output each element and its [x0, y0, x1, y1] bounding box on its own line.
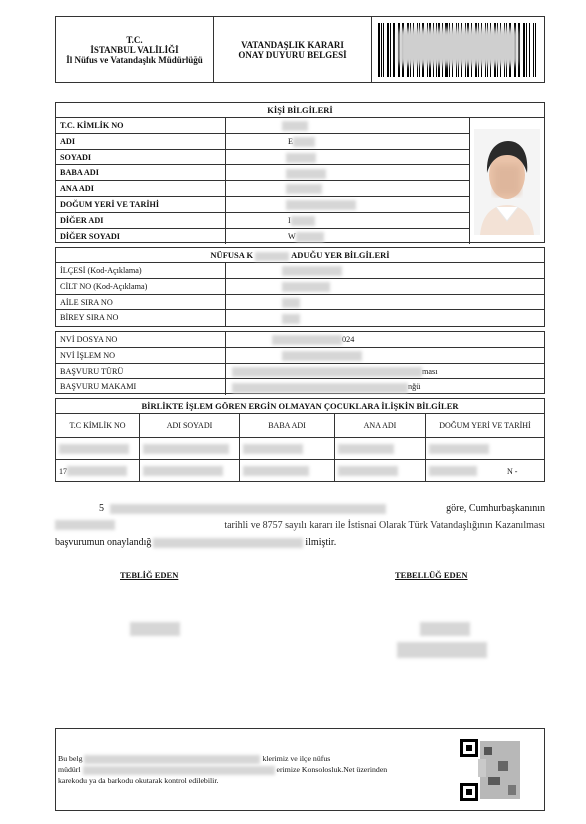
field-label: BAŞVURU TÜRÜ — [56, 364, 226, 379]
children-header-row — [56, 414, 544, 438]
field-label: BAŞVURU MAKAMI — [56, 379, 226, 395]
issuer-line2: İSTANBUL VALİLİĞİ — [90, 44, 179, 55]
paragraph-part2: tarihli ve 8757 sayılı kararı ile İstisnai Olarak Türk Vatandaşlığının Kazanılması — [224, 520, 545, 531]
table-row — [56, 438, 544, 460]
recipient-signature-redacted — [397, 642, 487, 658]
paragraph-part3: başvurumun onaylandığ — [55, 537, 152, 548]
field-value — [226, 279, 544, 294]
table-cell — [140, 460, 240, 482]
issuer-line3: İl Nüfus ve Vatandaşlık Müdürlüğü — [66, 54, 203, 65]
personal-info-rows — [56, 118, 470, 244]
barcode-stripe — [535, 23, 536, 77]
paragraph-part4: ilmiştir. — [305, 537, 337, 548]
paragraph-part1: göre, Cumhurbaşkanının — [446, 503, 545, 514]
statement-paragraph — [55, 500, 545, 551]
paragraph-line — [55, 500, 545, 517]
field-value — [226, 332, 544, 347]
barcode-stripe — [378, 23, 380, 77]
verification-footer — [55, 728, 545, 811]
table-row — [56, 181, 469, 197]
field-value — [226, 181, 469, 196]
recipient-name-redacted — [420, 622, 470, 636]
children-title: BİRLİKTE İŞLEM GÖREN ERGİN OLMAYAN ÇOCUKLARA İLİŞKİN BİLGİLER — [56, 399, 544, 414]
document-header — [55, 16, 545, 83]
table-row — [56, 295, 544, 311]
table-cell — [140, 438, 240, 459]
value-fragment: nğü — [408, 382, 421, 392]
field-value — [226, 263, 544, 278]
barcode-block — [372, 17, 544, 82]
field-value — [226, 118, 469, 133]
notifier-name-redacted — [130, 622, 180, 636]
value-fragment: 024 — [342, 335, 355, 344]
table-cell — [335, 460, 426, 482]
table-row — [56, 379, 544, 395]
table-row — [56, 213, 469, 229]
value-fragment: W — [288, 231, 296, 241]
table-cell — [56, 460, 140, 482]
footer-line2-start: müdürl — [58, 765, 81, 774]
verification-text — [58, 753, 428, 786]
value-fragment: I — [288, 215, 291, 225]
table-row — [56, 332, 544, 348]
barcode-stripe — [387, 23, 389, 77]
field-label: SOYADI — [56, 150, 226, 165]
table-row — [56, 118, 469, 134]
recipient-label: TEBELLÜĞ EDEN — [395, 570, 468, 580]
table-row — [56, 460, 544, 482]
document-title-block — [214, 17, 372, 82]
field-value — [226, 379, 544, 395]
footer-line1-end: klerimiz ve ilçe nüfus — [262, 754, 331, 763]
field-value — [226, 134, 469, 149]
barcode-stripe — [383, 23, 384, 77]
paragraph-line — [55, 517, 545, 534]
paragraph-line — [55, 534, 545, 551]
issuer-block — [56, 17, 214, 82]
footer-line — [58, 764, 428, 775]
footer-line1-start: Bu belg — [58, 754, 83, 763]
table-row — [56, 310, 544, 326]
registry-title — [56, 248, 544, 263]
barcode-stripe — [529, 23, 530, 77]
field-value — [226, 213, 469, 228]
footer-line3: karekodu ya da barkodu okutarak kontrol edilebilir. — [58, 776, 219, 785]
field-value — [226, 348, 544, 363]
field-label: T.C. KİMLİK NO — [56, 118, 226, 133]
field-label: CİLT NO (Kod-Açıklama) — [56, 279, 226, 294]
footer-line2-end: erimize Konsolosluk.Net üzerinden — [276, 765, 388, 774]
barcode-stripe — [526, 23, 527, 77]
registry-section — [55, 247, 545, 327]
field-label: ADI — [56, 134, 226, 149]
field-value — [226, 295, 544, 310]
qr-code-image — [458, 737, 526, 803]
table-row — [56, 197, 469, 213]
personal-info-title: KİŞİ BİLGİLERİ — [56, 103, 544, 118]
field-label: BİREY SIRA NO — [56, 310, 226, 326]
field-value — [226, 364, 544, 379]
field-label: DİĞER ADI — [56, 213, 226, 228]
table-cell — [335, 438, 426, 459]
children-section — [55, 398, 545, 482]
field-label: İLÇESİ (Kod-Açıklama) — [56, 263, 226, 278]
column-header: ADI SOYADI — [140, 414, 240, 437]
column-header: ANA ADI — [335, 414, 426, 437]
paragraph-lead: 5 — [99, 503, 104, 514]
table-row — [56, 279, 544, 295]
field-label: AİLE SIRA NO — [56, 295, 226, 310]
barcode-stripe — [381, 23, 382, 77]
barcode-stripe — [533, 23, 535, 77]
table-cell — [240, 460, 335, 482]
field-label: DOĞUM YERİ VE TARİHİ — [56, 197, 226, 212]
personal-info-section — [55, 102, 545, 243]
cell-fragment: 17 — [59, 466, 67, 476]
issuer-line1: T.C. — [126, 34, 143, 45]
table-cell — [56, 438, 140, 459]
column-header: BABA ADI — [240, 414, 335, 437]
table-cell — [426, 460, 544, 482]
table-row — [56, 364, 544, 380]
notifier-label: TEBLİĞ EDEN — [120, 570, 179, 580]
column-header: DOĞUM YERİ VE TARİHİ — [439, 420, 531, 430]
field-label: NVİ DOSYA NO — [56, 332, 226, 347]
qr-code — [458, 737, 526, 803]
table-cell — [240, 438, 335, 459]
registry-title-left: NÜFUSA K — [210, 250, 254, 260]
field-value — [226, 197, 469, 212]
column-header: T.C KİMLİK NO — [56, 414, 140, 437]
table-cell — [426, 438, 544, 459]
field-label: DİĞER SOYADI — [56, 229, 226, 245]
registry-title-right: ADUĞU YER BİLGİLERİ — [291, 250, 390, 260]
field-value — [226, 229, 469, 245]
field-label: ANA ADI — [56, 181, 226, 196]
barcode-stripe — [393, 23, 395, 77]
document-title-line1: VATANDAŞLIK KARARI — [241, 39, 344, 50]
value-fragment: E — [288, 136, 294, 146]
table-row — [56, 229, 469, 245]
table-row — [56, 150, 469, 166]
field-label: BABA ADI — [56, 165, 226, 180]
field-value — [226, 150, 469, 165]
table-row — [56, 263, 544, 279]
barcode-stripe — [390, 23, 391, 77]
barcode-stripe — [523, 23, 525, 77]
footer-line — [58, 753, 428, 764]
table-row — [56, 348, 544, 364]
person-photo-image — [474, 129, 540, 235]
table-row — [56, 134, 469, 150]
value-fragment: ması — [422, 366, 438, 376]
field-value — [226, 165, 469, 180]
barcode-redaction — [398, 29, 518, 65]
cell-fragment: N - — [507, 466, 518, 476]
barcode-stripe — [518, 23, 520, 77]
table-row — [56, 165, 469, 181]
person-photo — [469, 118, 544, 245]
document-title-line2: ONAY DUYURU BELGESİ — [238, 49, 347, 60]
application-section — [55, 331, 545, 394]
field-value — [226, 310, 544, 326]
field-label: NVİ İŞLEM NO — [56, 348, 226, 363]
